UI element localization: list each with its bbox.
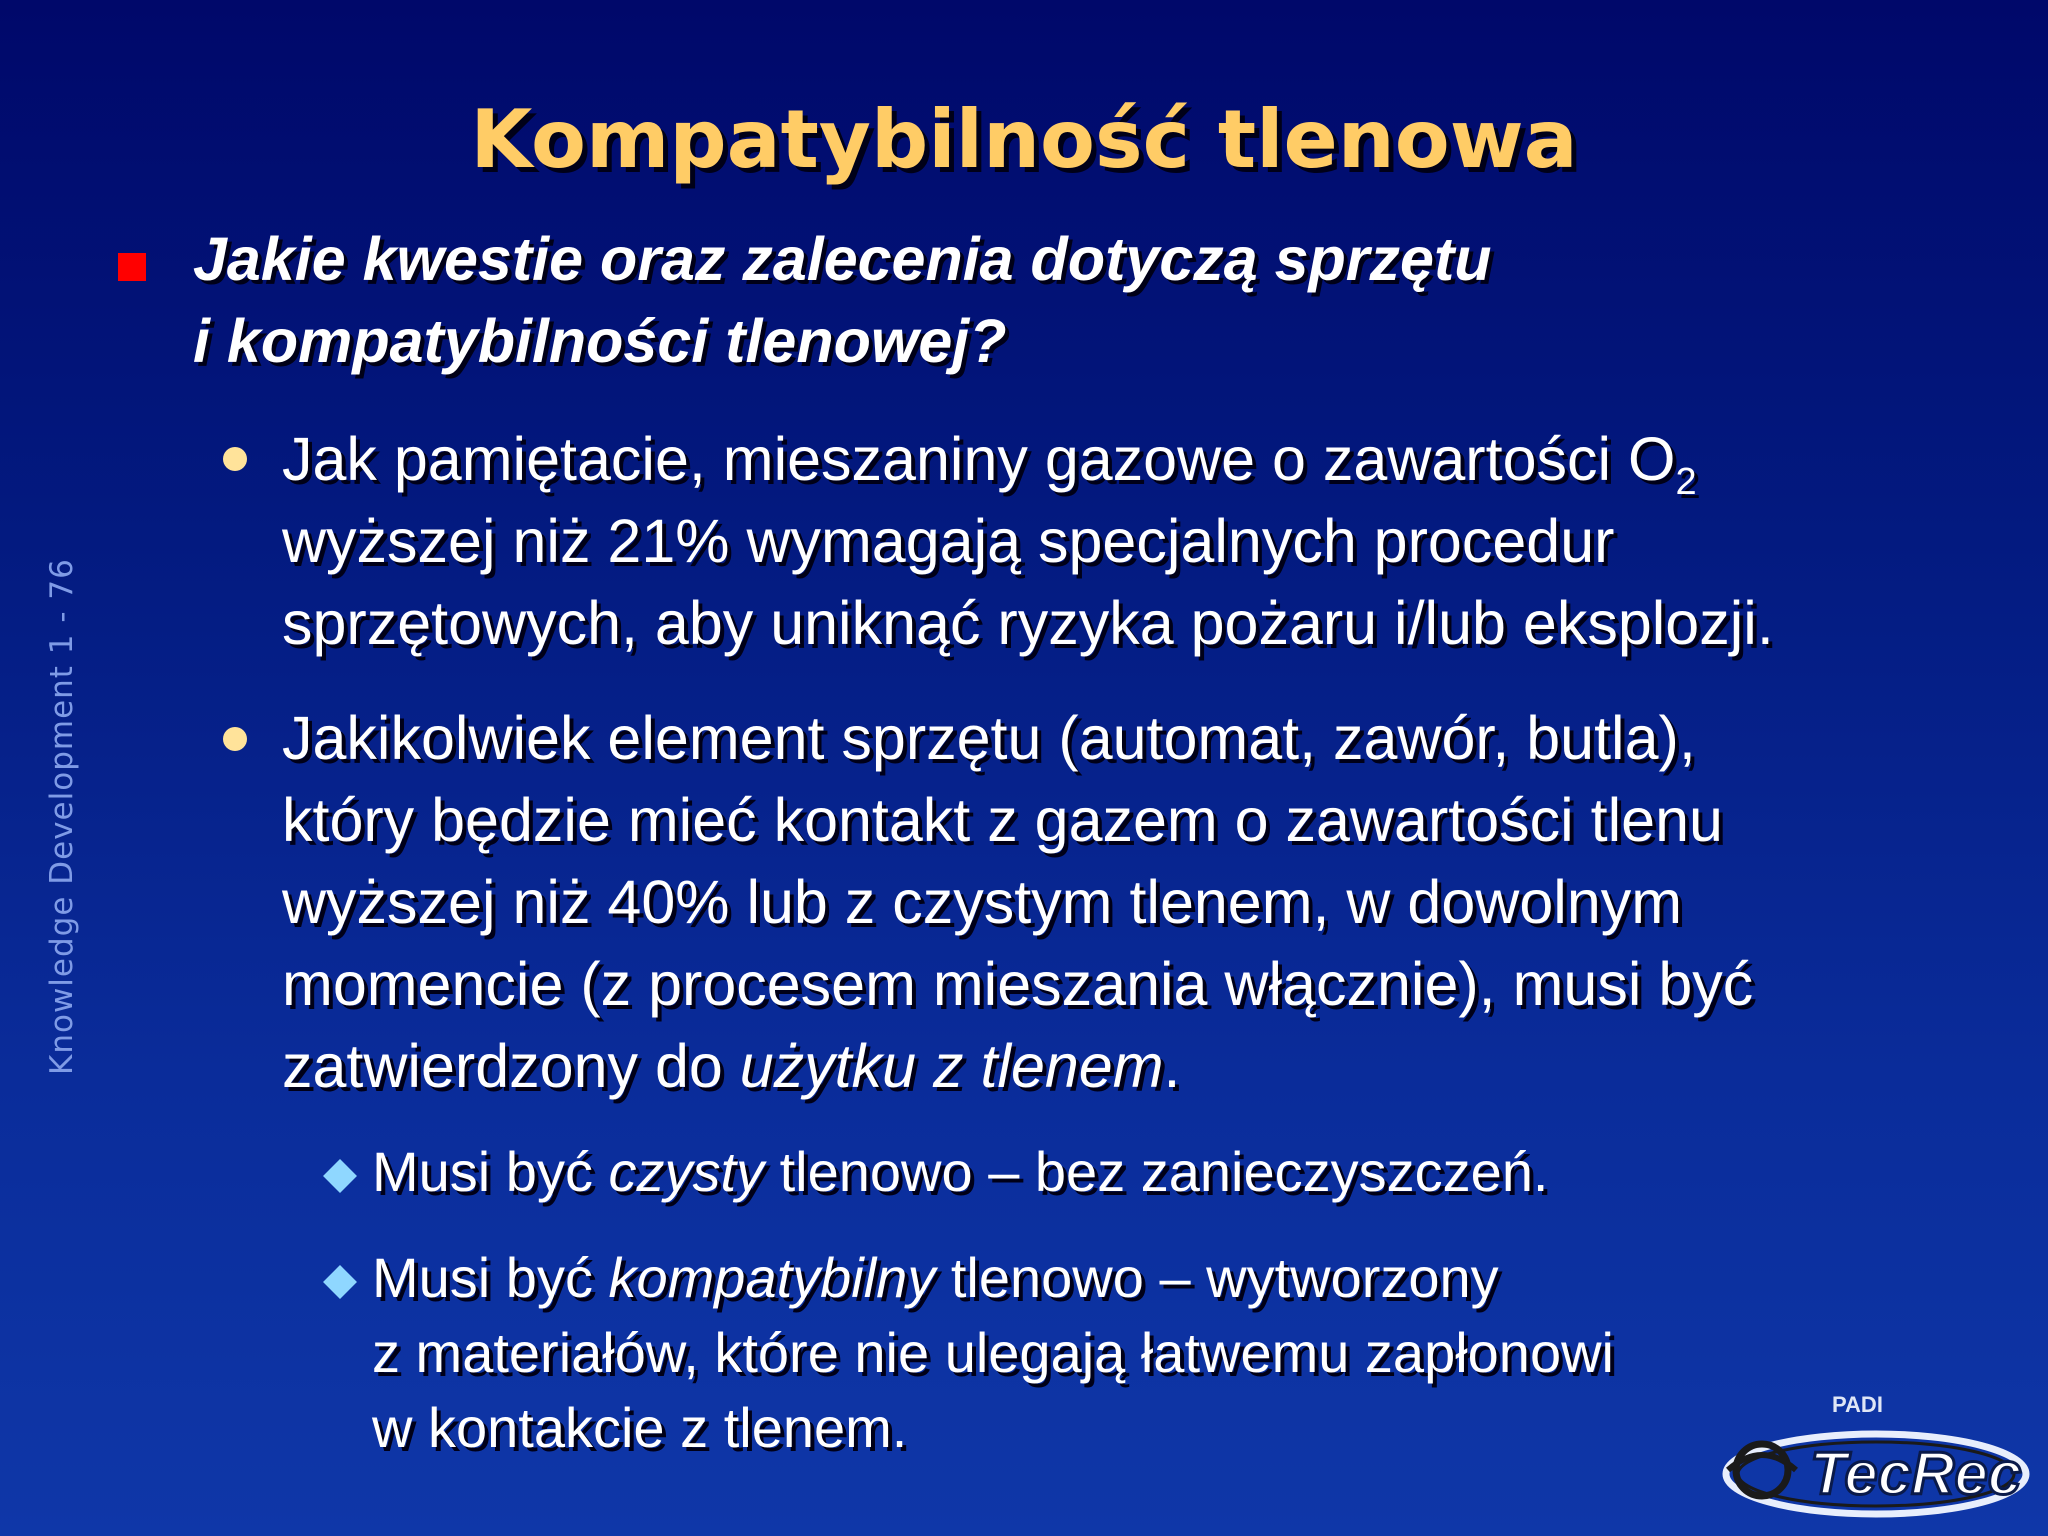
bullet-2-line-5: zatwierdzony do bbox=[282, 1032, 740, 1100]
bullet-2-line-1: Jakikolwiek element sprzętu (automat, zawór, butla), bbox=[282, 704, 1696, 772]
sub-2-line-2: z materiałów, które nie ulegają łatwemu zapłonowi bbox=[372, 1321, 1614, 1384]
bullet-2-line-2: który będzie mieć kontakt z gazem o zawartości tlenu bbox=[282, 786, 1723, 854]
emphasis-oxygen-use: użytku z tlenem bbox=[739, 1032, 1164, 1100]
sub-1-pre: Musi być bbox=[372, 1140, 609, 1203]
diamond-bullet-icon bbox=[323, 1265, 357, 1299]
logo-padi-text: PADI bbox=[1832, 1392, 1883, 1417]
logo-tecrec-text: TecRec bbox=[1810, 1440, 2022, 1507]
bullet-2-line-3: wyższej niż 40% lub z czystym tlenem, w dowolnym bbox=[282, 868, 1683, 936]
sub-1-post: tlenowo – bez zanieczyszczeń. bbox=[764, 1140, 1549, 1203]
question-heading bbox=[193, 218, 1492, 382]
bullet-2-line-4: momencie (z procesem mieszania włącznie), musi być bbox=[282, 950, 1754, 1018]
square-bullet-icon bbox=[118, 253, 146, 281]
side-label: Knowledge Development 1 - 76 bbox=[44, 558, 80, 1075]
question-line-2: i kompatybilności tlenowej? bbox=[193, 307, 1007, 375]
bullet-1-line-1: Jak pamiętacie, mieszaniny gazowe o zawartości O bbox=[282, 425, 1676, 493]
bullet-1-line-3: sprzętowych, aby uniknąć ryzyka pożaru i/lub eksplozji. bbox=[282, 589, 1774, 657]
padi-tecrec-logo bbox=[1700, 1392, 2030, 1522]
subscript-2: 2 bbox=[1675, 461, 1697, 503]
slide-title: Kompatybilność tlenowa bbox=[470, 93, 1578, 186]
sub-bullet-2-text bbox=[372, 1240, 1614, 1465]
round-bullet-icon bbox=[223, 727, 247, 751]
bullet-2-text bbox=[282, 697, 1753, 1107]
sub-2-pre: Musi być bbox=[372, 1246, 609, 1309]
logo-diver-icon bbox=[1736, 1444, 1788, 1496]
sub-bullet-1-text bbox=[372, 1134, 1548, 1209]
sub-2-line-3: w kontakcie z tlenem. bbox=[372, 1396, 908, 1459]
round-bullet-icon bbox=[223, 447, 247, 471]
emphasis-compatible: kompatybilny bbox=[608, 1246, 936, 1309]
bullet-1-line-2: wyższej niż 21% wymagają specjalnych procedur bbox=[282, 507, 1615, 575]
sub-2-post: tlenowo – wytworzony bbox=[935, 1246, 1499, 1309]
diamond-bullet-icon bbox=[323, 1159, 357, 1193]
bullet-1-text bbox=[282, 418, 1774, 664]
question-line-1: Jakie kwestie oraz zalecenia dotyczą sprzętu bbox=[193, 225, 1492, 293]
bullet-2-line-5-end: . bbox=[1163, 1032, 1181, 1100]
emphasis-clean: czysty bbox=[608, 1140, 765, 1203]
